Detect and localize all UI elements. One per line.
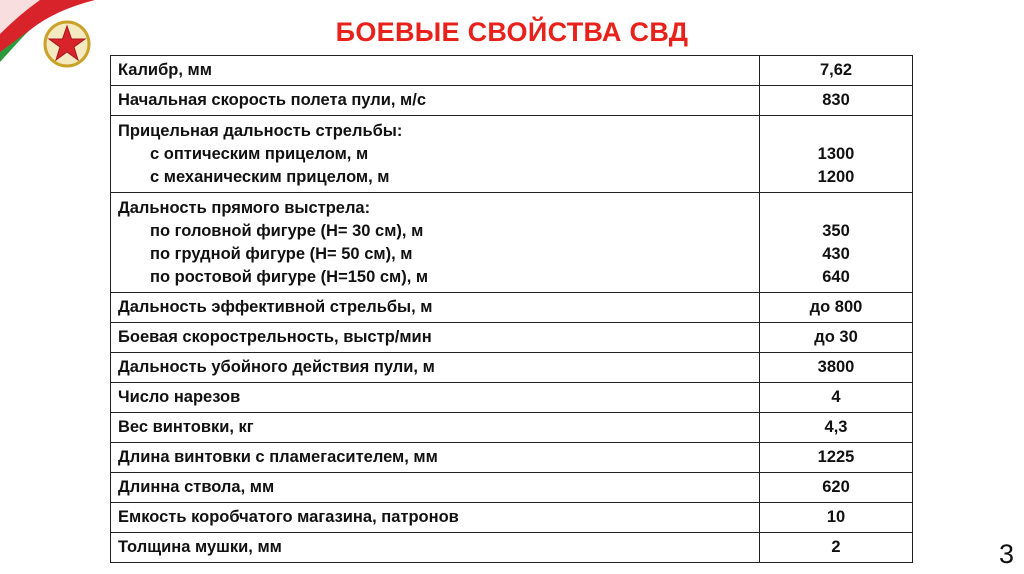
table-row: [111, 323, 913, 353]
table-row: [111, 86, 913, 116]
table-row: [111, 503, 913, 533]
spec-subname: с оптическим прицелом, м: [150, 144, 369, 163]
table-row: [111, 56, 913, 86]
spec-value: 1200: [817, 167, 855, 186]
spec-name: Боевая скорострельность, выстр/мин: [111, 323, 760, 353]
spec-subname: по ростовой фигуре (Н=150 см), м: [150, 267, 429, 286]
spec-value: 1225: [760, 443, 913, 473]
spec-value: 4,3: [760, 413, 913, 443]
table-row: [111, 443, 913, 473]
spec-value: 830: [760, 86, 913, 116]
spec-name-group: [111, 116, 760, 193]
spec-value: до 30: [760, 323, 913, 353]
spec-subname: по головной фигуре (Н= 30 см), м: [150, 221, 424, 240]
table-row: [111, 473, 913, 503]
spec-name: Дальность прямого выстрела:: [118, 198, 371, 217]
spec-name: Калибр, мм: [111, 56, 760, 86]
spec-value: 1300: [817, 144, 855, 163]
spec-name: Дальность эффективной стрельбы, м: [111, 293, 760, 323]
spec-subname: с механическим прицелом, м: [150, 167, 390, 186]
spec-value: 350: [822, 221, 850, 240]
spec-value: 2: [760, 533, 913, 563]
table-row: [111, 353, 913, 383]
spec-name: Число нарезов: [111, 383, 760, 413]
table-row: [111, 293, 913, 323]
spec-name-group: [111, 193, 760, 293]
spec-name: Начальная скорость полета пули, м/с: [111, 86, 760, 116]
table-row: [111, 383, 913, 413]
table-row: [111, 413, 913, 443]
spec-value-group: [760, 193, 913, 293]
spec-value: 430: [822, 244, 850, 263]
spec-value: 10: [760, 503, 913, 533]
spec-value: 4: [760, 383, 913, 413]
spec-value-group: [760, 116, 913, 193]
spec-name: Длинна ствола, мм: [111, 473, 760, 503]
spec-name: Емкость коробчатого магазина, патронов: [111, 503, 760, 533]
spec-subname: по грудной фигуре (Н= 50 см), м: [150, 244, 413, 263]
spec-value: 3800: [760, 353, 913, 383]
table-row: [111, 193, 913, 293]
spec-value: 620: [760, 473, 913, 503]
spec-name: Дальность убойного действия пули, м: [111, 353, 760, 383]
table-row: [111, 533, 913, 563]
spec-name: Вес винтовки, кг: [111, 413, 760, 443]
spec-value: 7,62: [760, 56, 913, 86]
spec-name: Прицельная дальность стрельбы:: [118, 121, 403, 140]
spec-value: 640: [822, 267, 850, 286]
page-number: 3: [998, 539, 1014, 569]
spec-value: до 800: [760, 293, 913, 323]
table-row: [111, 116, 913, 193]
specs-table: [110, 55, 913, 563]
spec-name: Толщина мушки, мм: [111, 533, 760, 563]
page-title: БОЕВЫЕ СВОЙСТВА СВД: [335, 17, 689, 47]
spec-name: Длина винтовки с пламегасителем, мм: [111, 443, 760, 473]
